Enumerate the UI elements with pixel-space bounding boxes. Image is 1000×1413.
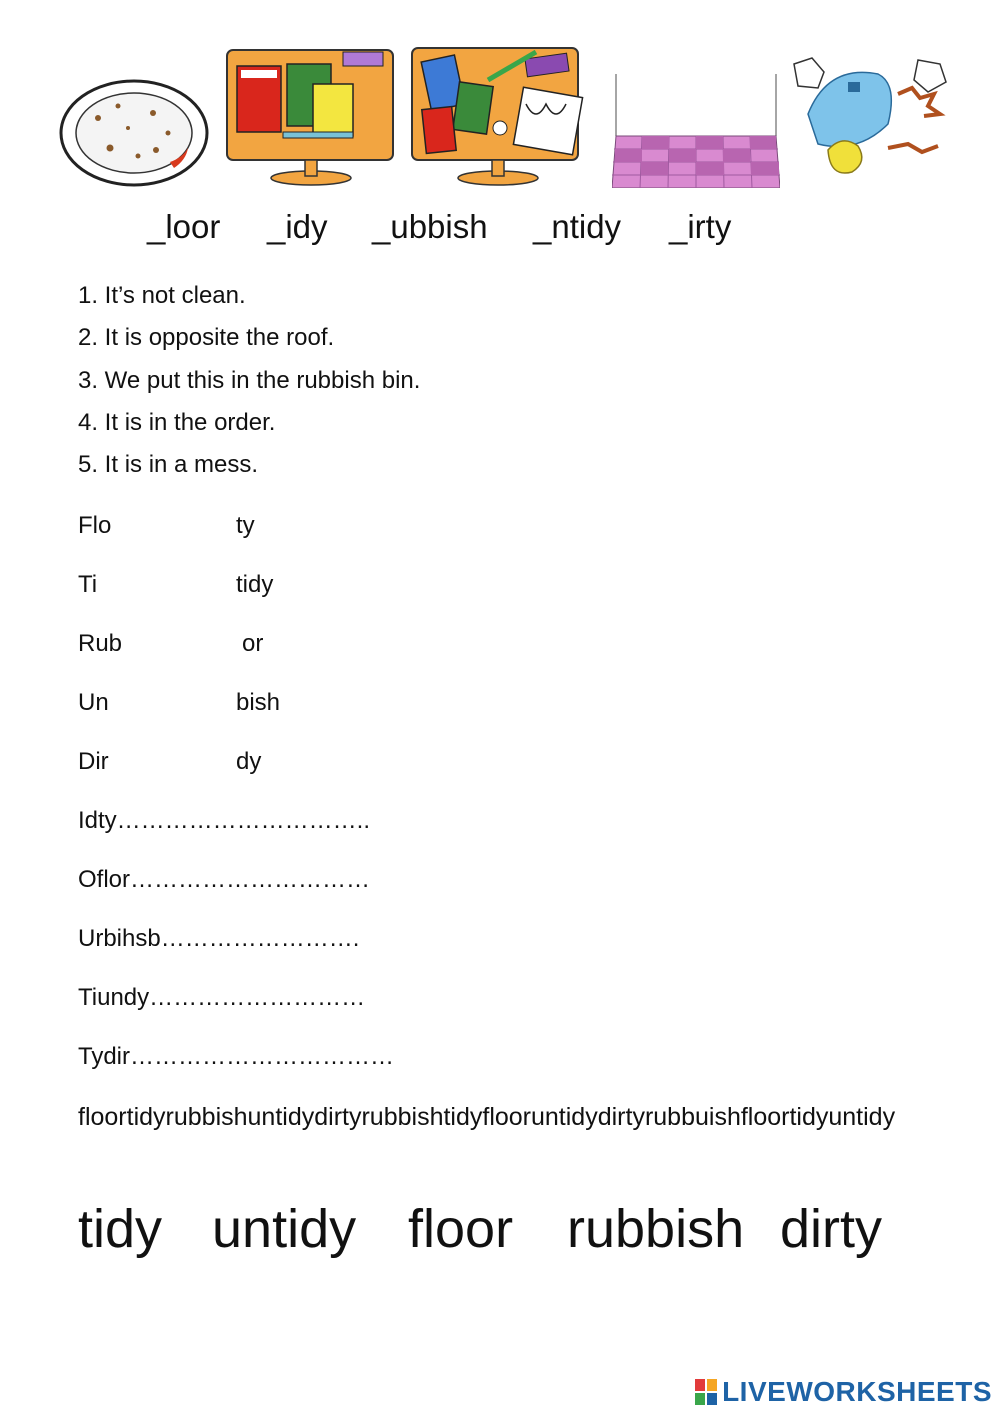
clue-2: 2. It is opposite the roof. [78, 324, 335, 351]
match-left-part[interactable]: Flo [78, 512, 112, 539]
match-left-part[interactable]: Dir [78, 748, 109, 775]
floor-picture [612, 74, 780, 188]
match-right-part[interactable]: tidy [236, 571, 274, 598]
liveworksheets-logo-icon [694, 1377, 718, 1407]
match-left-part[interactable]: Un [78, 689, 109, 716]
rubbish-pile-picture [788, 54, 956, 188]
clue-3: 3. We put this in the rubbish bin. [78, 367, 421, 394]
dirty-plate-picture [58, 78, 210, 188]
scrambled-word-answer-line[interactable]: Tiundy……………………… [78, 984, 366, 1011]
match-right-part[interactable]: ty [236, 512, 255, 539]
missing-letter-word: _idy [267, 208, 328, 245]
missing-letter-word: _loor [147, 208, 221, 245]
missing-letter-word: _ntidy [533, 208, 622, 245]
word-bank-item[interactable]: untidy [212, 1199, 357, 1259]
scrambled-word-answer-line[interactable]: Oflor………………………… [78, 866, 371, 893]
match-right-part[interactable]: bish [236, 689, 281, 716]
liveworksheets-brand [694, 1372, 992, 1412]
clue-5: 5. It is in a mess. [78, 451, 259, 478]
scrambled-word-answer-line[interactable]: Urbihsb……………………. [78, 925, 360, 952]
match-left-part[interactable]: Ti [78, 571, 98, 598]
word-bank-item[interactable]: dirty [780, 1199, 883, 1259]
word-snake-string[interactable]: floortidyrubbishuntidydirtyrubbishtidyflooruntidydirtyrubbuishfloortidyuntidy [78, 1103, 896, 1131]
word-bank-item[interactable]: tidy [78, 1199, 163, 1259]
clue-1: 1. It’s not clean. [78, 282, 246, 309]
match-right-part[interactable]: or [242, 630, 264, 657]
clue-4: 4. It is in the order. [78, 409, 276, 436]
scrambled-word-answer-line[interactable]: Tydir…………………………… [78, 1043, 395, 1070]
word-bank-item[interactable]: floor [408, 1199, 514, 1259]
untidy-desk-picture [408, 44, 590, 188]
missing-letter-word: _irty [669, 208, 732, 245]
missing-letter-words [0, 208, 1000, 256]
match-right-part[interactable]: dy [236, 748, 262, 775]
missing-letter-word: _ubbish [372, 208, 488, 245]
match-left-part[interactable]: Rub [78, 630, 123, 657]
tidy-desk-picture [225, 46, 397, 188]
scrambled-word-answer-line[interactable]: Idty………………………….. [78, 807, 371, 834]
word-bank-item[interactable]: rubbish [567, 1199, 745, 1259]
brand-name: LIVEWORKSHEETS [722, 1376, 992, 1407]
